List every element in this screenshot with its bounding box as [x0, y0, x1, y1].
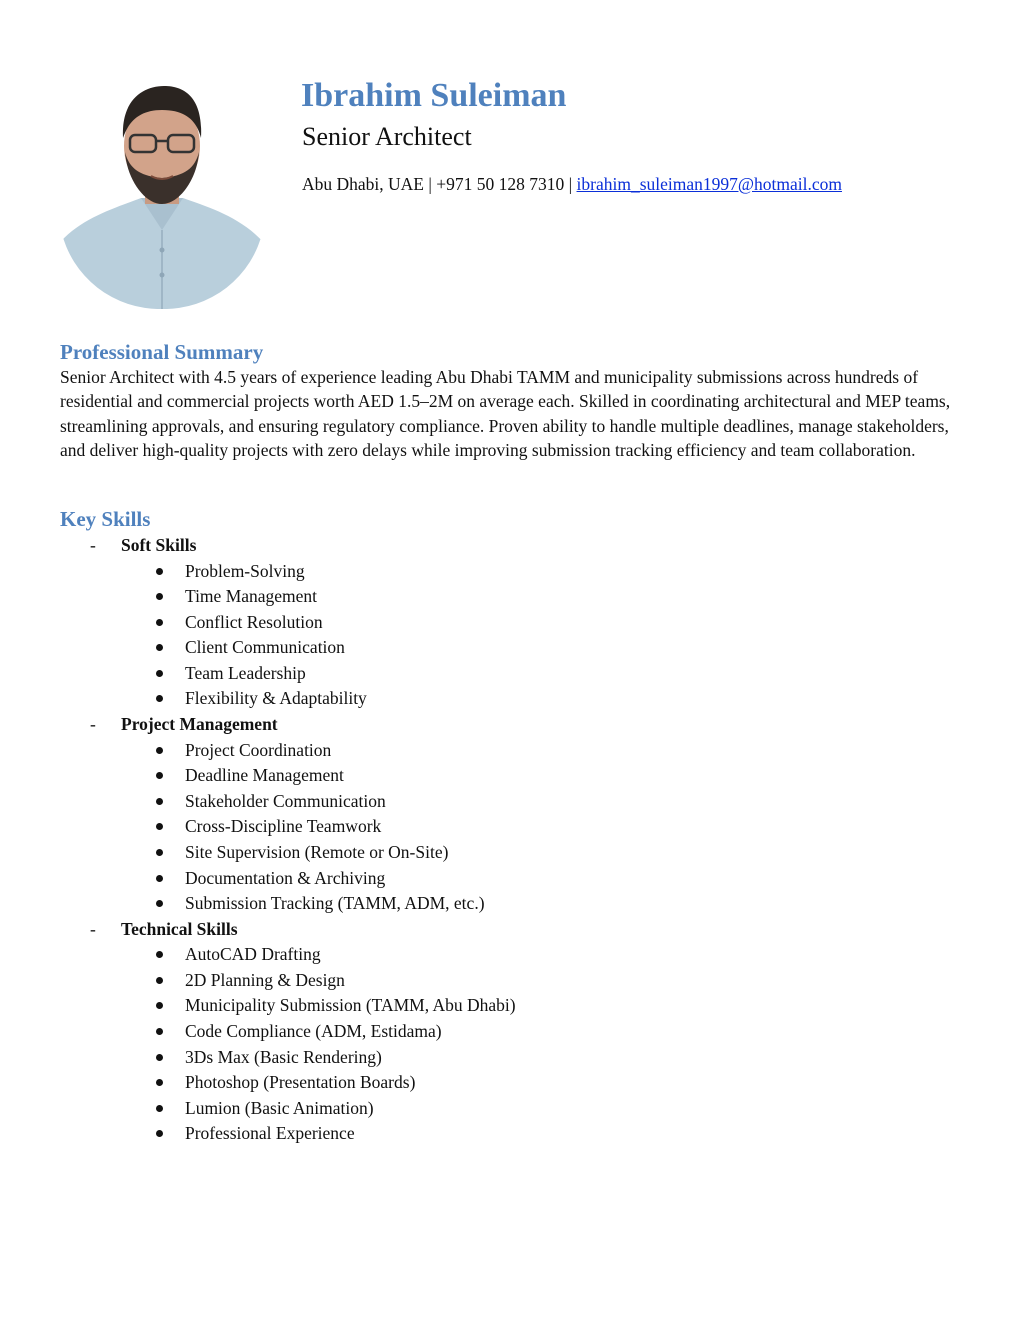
profile-photo: [61, 80, 263, 309]
skill-group-items: [0, 942, 1024, 1147]
contact-line: [302, 172, 842, 196]
list-item: Cross-Discipline Teamwork: [0, 814, 1024, 840]
skill-group-label: Technical Skills: [121, 918, 238, 939]
bullet-icon: [156, 695, 163, 702]
list-item: Client Communication: [0, 635, 1024, 661]
dash-marker: -: [90, 535, 96, 555]
bullet-icon: [156, 798, 163, 805]
list-item: Flexibility & Adaptability: [0, 686, 1024, 712]
email-link[interactable]: ibrahim_suleiman1997@hotmail.com: [576, 174, 842, 194]
bullet-icon: [156, 619, 163, 626]
bullet-icon: [156, 568, 163, 575]
list-item: Lumion (Basic Animation): [0, 1096, 1024, 1122]
profile-photo-drawing: [61, 80, 263, 309]
list-item: Stakeholder Communication: [0, 789, 1024, 815]
list-item: AutoCAD Drafting: [0, 942, 1024, 968]
list-item: Deadline Management: [0, 763, 1024, 789]
list-item: 3Ds Max (Basic Rendering): [0, 1045, 1024, 1071]
list-item: Professional Experience: [0, 1121, 1024, 1147]
skill-group-title: [0, 533, 1024, 559]
key-skills-list: [0, 533, 1024, 1147]
list-item: Submission Tracking (TAMM, ADM, etc.): [0, 891, 1024, 917]
list-item: Conflict Resolution: [0, 610, 1024, 636]
skill-group-label: Soft Skills: [121, 535, 197, 555]
list-item: Photoshop (Presentation Boards): [0, 1070, 1024, 1096]
location: Abu Dhabi, UAE: [302, 174, 424, 194]
professional-summary-text: Senior Architect with 4.5 years of experience leading Abu Dhabi TAMM and municipality submissions across hundreds of residential and commercial projects worth AED 1.5–2M on average each. Skilled in coordinating architectural and MEP teams, streamlining approvals, and ensuring regulatory compliance. Proven ability to handle multiple deadlines, manage stakeholders, and deliver high-quality projects with zero delays while improving submission tracking efficiency and team collaboration.: [60, 367, 951, 461]
bullet-icon: [156, 644, 163, 651]
bullet-icon: [156, 1130, 163, 1137]
bullet-icon: [156, 951, 163, 958]
separator: |: [428, 174, 432, 194]
key-skills-heading: Key Skills: [60, 507, 151, 531]
list-item: Problem-Solving: [0, 559, 1024, 585]
skill-group-title: [0, 917, 1024, 943]
skill-group-items: [0, 738, 1024, 917]
candidate-name: Ibrahim Suleiman: [301, 77, 567, 114]
phone-number: +971 50 128 7310: [436, 174, 565, 194]
list-item: Team Leadership: [0, 661, 1024, 687]
list-item: Site Supervision (Remote or On-Site): [0, 840, 1024, 866]
bullet-icon: [156, 823, 163, 830]
skill-group-title: [0, 712, 1024, 738]
bullet-icon: [156, 747, 163, 754]
separator: |: [568, 174, 573, 194]
dash-marker: -: [90, 918, 96, 939]
bullet-icon: [156, 849, 163, 856]
bullet-icon: [156, 977, 163, 984]
bullet-icon: [156, 1079, 163, 1086]
bullet-icon: [156, 875, 163, 882]
bullet-icon: [156, 593, 163, 600]
bullet-icon: [156, 1028, 163, 1035]
list-item: Municipality Submission (TAMM, Abu Dhabi): [0, 993, 1024, 1019]
bullet-icon: [156, 670, 163, 677]
list-item: Documentation & Archiving: [0, 866, 1024, 892]
skill-group-label: Project Management: [121, 714, 278, 735]
list-item: Time Management: [0, 584, 1024, 610]
dash-marker: -: [90, 714, 96, 735]
bullet-icon: [156, 1002, 163, 1009]
job-title: Senior Architect: [302, 122, 472, 151]
bullet-icon: [156, 1054, 163, 1061]
bullet-icon: [156, 772, 163, 779]
professional-summary-heading: Professional Summary: [60, 340, 264, 364]
list-item: Code Compliance (ADM, Estidama): [0, 1019, 1024, 1045]
skill-group-items: [0, 559, 1024, 713]
bullet-icon: [156, 900, 163, 907]
bullet-icon: [156, 1105, 163, 1112]
list-item: 2D Planning & Design: [0, 968, 1024, 994]
list-item: Project Coordination: [0, 738, 1024, 764]
